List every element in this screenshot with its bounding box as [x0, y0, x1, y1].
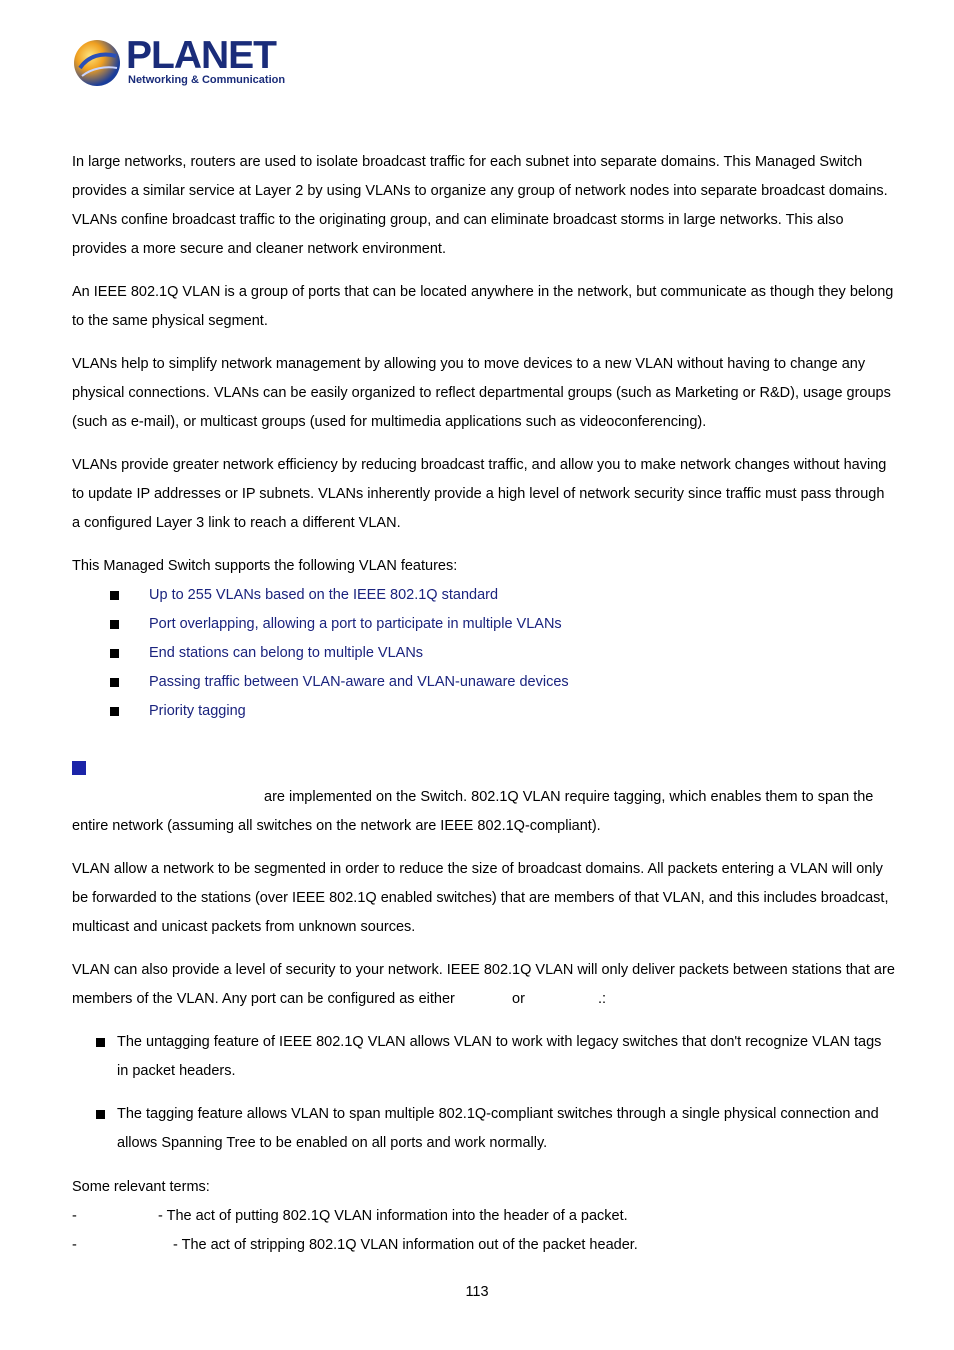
bullet2-2-line-2: allows Spanning Tree to be enabled on all ports and work normally.: [117, 1135, 548, 1151]
feature-text: Priority tagging: [149, 703, 246, 719]
page-number: 113: [465, 1284, 489, 1300]
bullet-square-icon: [110, 707, 119, 716]
para4-line-3: a configured Layer 3 link to reach a different VLAN.: [72, 515, 401, 531]
para3-line-3: (such as e-mail), or multicast groups (used for multimedia applications such as videoconferencing).: [72, 414, 707, 430]
feature-text: End stations can belong to multiple VLANs: [149, 645, 424, 661]
bullet-square-icon: [110, 620, 119, 629]
para7-line-2c: .:: [598, 991, 607, 1007]
para2-line-1: An IEEE 802.1Q VLAN is a group of ports that can be located anywhere in the network, but communicate as though they belong: [72, 284, 894, 300]
para3-line-1: VLANs help to simplify network management by allowing you to move devices to a new VLAN without having to change any: [72, 356, 866, 372]
para6-line-2: be forwarded to the stations (over IEEE 802.1Q enabled switches) that are members of that VLAN, and this includes broadcast,: [72, 890, 889, 906]
para4-line-2: to update IP addresses or IP subnets. VLANs inherently provide a high level of network security since traffic must pass through: [72, 486, 885, 502]
para1-line-4: provides a more secure and cleaner network environment.: [72, 241, 446, 257]
bullet-square-icon: [110, 678, 119, 687]
bullet-square-icon: [96, 1038, 105, 1047]
features-intro: This Managed Switch supports the following VLAN features:: [72, 558, 458, 574]
logo-tagline: Networking & Communication: [128, 74, 286, 86]
feature-text: Port overlapping, allowing a port to participate in multiple VLANs: [149, 616, 562, 632]
para5-line-1: are implemented on the Switch. 802.1Q VLAN require tagging, which enables them to span the: [264, 789, 874, 805]
logo-brand-text: PLANET: [126, 34, 276, 77]
term-1-text: - The act of putting 802.1Q VLAN information into the header of a packet.: [158, 1208, 628, 1224]
term-2-dash: -: [72, 1237, 77, 1253]
para4-line-1: VLANs provide greater network efficiency by reducing broadcast traffic, and allow you to make network changes without having: [72, 457, 887, 473]
para5-line-2: entire network (assuming all switches on the network are IEEE 802.1Q-compliant).: [72, 818, 601, 834]
feature-text: Up to 255 VLANs based on the IEEE 802.1Q standard: [149, 587, 499, 603]
terms-intro: Some relevant terms:: [72, 1179, 210, 1195]
para1-line-2: provides a similar service at Layer 2 by using VLANs to organize any group of network nodes into separate broadcast domains.: [72, 183, 888, 199]
para7-line-1: VLAN can also provide a level of security to your network. IEEE 802.1Q VLAN will only deliver packets between stations that are: [72, 962, 895, 978]
bullet2-2-line-1: The tagging feature allows VLAN to span multiple 802.1Q-compliant switches through a single physical connection and: [117, 1106, 879, 1122]
bullet2-1-line-2: in packet headers.: [117, 1063, 236, 1079]
para1-line-1: In large networks, routers are used to isolate broadcast traffic for each subnet into separate domains. This Managed Switch: [72, 154, 863, 170]
globe-logo-icon: [72, 38, 122, 88]
para1-line-3: VLANs confine broadcast traffic to the originating group, and can eliminate broadcast storms in large networks. This also: [72, 212, 844, 228]
planet-logo: [72, 34, 286, 90]
para7-line-2b: or: [512, 991, 525, 1007]
term-1-dash: -: [72, 1208, 77, 1224]
bullet-square-icon: [110, 649, 119, 658]
section-heading-square-icon: [72, 761, 86, 775]
para6-line-3: multicast and unicast packets from unknown sources.: [72, 919, 416, 935]
para7-line-2a: members of the VLAN. Any port can be configured as either: [72, 991, 455, 1007]
para6-line-1: VLAN allow a network to be segmented in order to reduce the size of broadcast domains. All packets entering a VLAN will only: [72, 861, 883, 877]
para2-line-2: to the same physical segment.: [72, 313, 268, 329]
para3-line-2: physical connections. VLANs can be easily organized to reflect departmental groups (such as Marketing or R&D), usage groups: [72, 385, 891, 401]
bullet-square-icon: [96, 1110, 105, 1119]
term-2-text: - The act of stripping 802.1Q VLAN information out of the packet header.: [173, 1237, 638, 1253]
feature-text: Passing traffic between VLAN-aware and VLAN-unaware devices: [149, 674, 569, 690]
bullet-square-icon: [110, 591, 119, 600]
bullet2-1-line-1: The untagging feature of IEEE 802.1Q VLAN allows VLAN to work with legacy switches that don't recognize VLAN tags: [117, 1034, 882, 1050]
